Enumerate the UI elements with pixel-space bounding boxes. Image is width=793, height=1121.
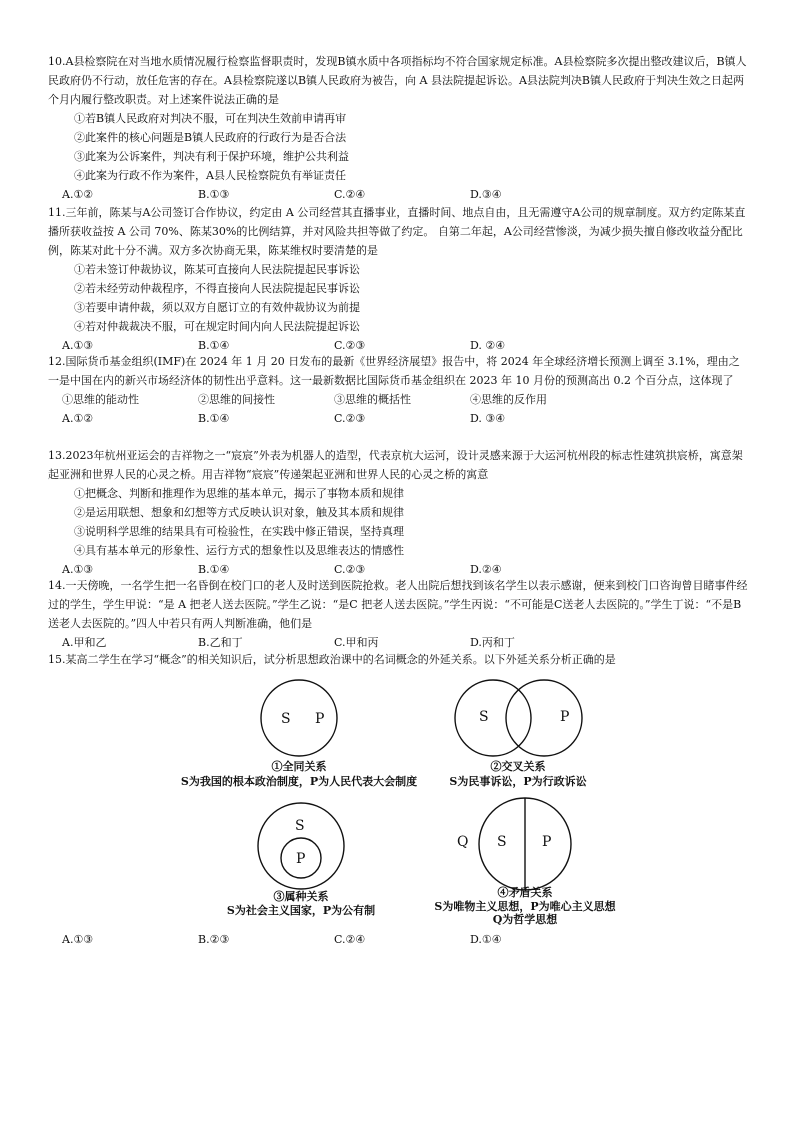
answer-choices [48, 930, 748, 949]
d2-label-p: P [560, 709, 570, 725]
choice-b[interactable]: B.①④ [198, 412, 230, 425]
question-10 [48, 52, 748, 204]
question-stem: 14.一天傍晚，一名学生把一名昏倒在校门口的老人及时送到医院抢救。老人出院后想找到该名学生以表示感谢，便来到校门口咨询曾目睹事件经过的学生，学生甲说：“是 A 把老人送去医院。”学生乙说：“是C 把老人送去医院。”学生丙说：“不可能是C送老人去医院的。”学生丁说：“不是B送老人去医院的。”四人中若只有两人判断准确，他们是 [48, 579, 748, 630]
d3-label-s: S [295, 818, 305, 834]
concept-diagrams-svg [175, 668, 620, 926]
option-4: ④思维的反作用 [470, 393, 547, 406]
option-2: ②是运用联想、想象和幻想等方式反映认识对象，触及其本质和规律 [74, 506, 404, 519]
choice-c[interactable]: C.②④ [334, 188, 366, 201]
option-3: ③此案为公诉案件，判决有利于保护环境，维护公共利益 [74, 150, 349, 163]
d4-label-s: S [497, 834, 507, 850]
d1-circle [261, 680, 337, 756]
choice-d[interactable]: D. ②④ [470, 339, 506, 352]
answer-choices [48, 409, 748, 428]
question-15 [48, 650, 748, 669]
concept-diagrams-figure [175, 668, 620, 926]
d4-desc: S为唯物主义思想，P为唯心主义思想 [434, 900, 616, 913]
question-stem: 10.A县检察院在对当地水质情况履行检察监督职责时，发现B镇水质中各项指标均不符合国家规定标准。A县检察院多次提出整改建议后，B镇人民政府仍不行动，放任危害的存在。A县检察院遂以B镇人民政府为被告，向 A 县法院提起诉讼。A县法院判决B镇人民政府于判决生效之日起两个月内履行整改职责。对上述案件说法正确的是 [48, 55, 747, 106]
d4-desc-q: Q为哲学思想 [492, 913, 558, 926]
option-2: ②思维的间接性 [198, 393, 275, 406]
question-14 [48, 576, 748, 652]
choice-d[interactable]: D.丙和丁 [470, 636, 515, 649]
option-1: ①把概念、判断和推理作为思维的基本单元，揭示了事物本质和规律 [74, 487, 404, 500]
question-stem: 13.2023年杭州亚运会的吉祥物之一“宸宸”外表为机器人的造型，代表京杭大运河，设计灵感来源于大运河杭州段的标志性建筑拱宸桥，寓意架起亚洲和世界人民的心灵之桥。用吉祥物“宸宸”传递架起亚洲和世界人民的心灵之桥的寓意 [48, 449, 743, 481]
question-stem: 12.国际货币基金组织(IMF)在 2024 年 1 月 20 日发布的最新《世界经济展望》报告中，将 2024 年全球经济增长预测上调至 3.1%，理由之一是中国在内的新兴市场经济体的韧性出乎意料。这一最新数据比国际货币基金组织在 2023 年 10 月份的预测高出 0.2 个百分点，这体现了 [48, 355, 740, 387]
choice-d[interactable]: D.③④ [470, 188, 502, 201]
option-row [48, 390, 748, 409]
d1-desc: S为我国的根本政治制度，P为人民代表大会制度 [180, 775, 418, 788]
option-3: ③思维的概括性 [334, 393, 411, 406]
choice-b[interactable]: B.乙和丁 [198, 636, 243, 649]
d2-desc: S为民事诉讼，P为行政诉讼 [449, 775, 587, 788]
option-4: ④具有基本单元的形象性、运行方式的想象性以及思维表达的情感性 [74, 544, 404, 557]
option-4: ④此案为行政不作为案件，A县人民检察院负有举证责任 [74, 169, 346, 182]
question-12 [48, 352, 748, 428]
choice-d[interactable]: D.②④ [470, 563, 502, 576]
choice-d[interactable]: D. ③④ [470, 412, 506, 425]
choice-b[interactable]: B.①④ [198, 563, 230, 576]
d3-title: ③属种关系 [273, 890, 329, 903]
choice-b[interactable]: B.①④ [198, 339, 230, 352]
option-3: ③说明科学思维的结果具有可检验性，在实践中修正错误，坚持真理 [74, 525, 404, 538]
choice-c[interactable]: C.甲和丙 [334, 636, 379, 649]
d2-circle-p [506, 680, 582, 756]
choice-a[interactable]: A.①③ [62, 339, 94, 352]
d2-label-s: S [479, 709, 489, 725]
option-3: ③若要申请仲裁，须以双方自愿订立的有效仲裁协议为前提 [74, 301, 360, 314]
choice-b[interactable]: B.②③ [198, 933, 230, 946]
question-stem: 15.某高二学生在学习“概念”的相关知识后，试分析思想政治课中的名词概念的外延关系。以下外延关系分析正确的是 [48, 653, 616, 666]
question-11 [48, 203, 748, 355]
answer-choices [48, 185, 748, 204]
choice-b[interactable]: B.①③ [198, 188, 230, 201]
option-1: ①若未签订仲裁协议，陈某可直接向人民法院提起民事诉讼 [74, 263, 360, 276]
d2-circle-s [455, 680, 531, 756]
d1-label-p: P [315, 711, 325, 727]
d3-label-p: P [296, 851, 306, 867]
choice-a[interactable]: A.①③ [62, 933, 94, 946]
option-1: ①若B镇人民政府对判决不服，可在判决生效前申请再审 [74, 112, 347, 125]
choice-c[interactable]: C.②③ [334, 563, 366, 576]
d4-label-q: Q [457, 834, 469, 850]
option-2: ②此案件的核心问题是B镇人民政府的行政行为是否合法 [74, 131, 347, 144]
choice-c[interactable]: C.②③ [334, 339, 366, 352]
choice-c[interactable]: C.②③ [334, 412, 366, 425]
d3-desc: S为社会主义国家，P为公有制 [226, 904, 376, 917]
option-4: ④若对仲裁裁决不服，可在规定时间内向人民法院提起诉讼 [74, 320, 360, 333]
d3-outer-circle [258, 803, 344, 889]
choice-a[interactable]: A.①② [62, 188, 94, 201]
d1-label-s: S [281, 711, 291, 727]
question-stem: 11.三年前，陈某与A公司签订合作协议，约定由 A 公司经营其直播事业，直播时间、地点自由，且无需遵守A公司的规章制度。双方约定陈某直播所获收益按 A 公司 70%、陈某30%的比例结算，并对风险共担等做了约定。 自第二年起，A公司经营惨淡，为减少损失擅自修改收益分配比例，陈某对此十分不满。双方多次协商无果，陈某维权时要清楚的是 [48, 206, 746, 257]
d4-label-p: P [542, 834, 552, 850]
choice-c[interactable]: C.②④ [334, 933, 366, 946]
choice-a[interactable]: A.①② [62, 412, 94, 425]
question-15-choices-block [48, 930, 748, 949]
d1-title: ①全同关系 [271, 760, 327, 773]
choice-a[interactable]: A.甲和乙 [62, 636, 107, 649]
option-1: ①思维的能动性 [62, 393, 139, 406]
d2-title: ②交叉关系 [490, 760, 546, 773]
question-13 [48, 446, 748, 579]
choice-d[interactable]: D.①④ [470, 933, 502, 946]
option-2: ②若未经劳动仲裁程序，不得直接向人民法院提起民事诉讼 [74, 282, 360, 295]
d4-title: ④矛盾关系 [497, 886, 553, 899]
choice-a[interactable]: A.①③ [62, 563, 94, 576]
